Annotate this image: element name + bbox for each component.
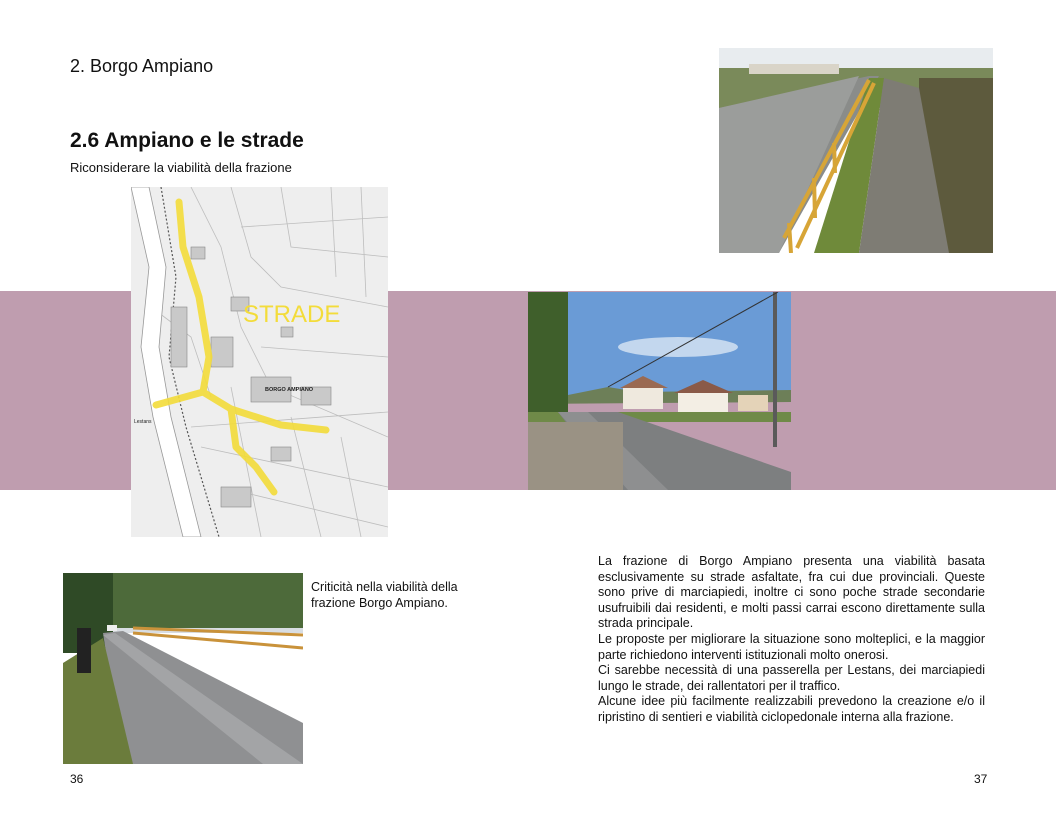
paragraph-4: Alcune idee più facilmente realizzabili prevedono la creazione e/o il ripristino di sentieri e viabilità ciclopedonale interna alla frazione. (598, 694, 985, 724)
page-number-left: 36 (70, 772, 84, 786)
page-subheading: Riconsiderare la viabilità della frazione (70, 160, 292, 175)
figure-caption: Criticità nella viabilità della frazione Borgo Ampiano. (311, 580, 458, 610)
bridge-road-photo (63, 573, 303, 764)
paragraph-1: La frazione di Borgo Ampiano presenta una viabilità basata esclusivamente su strade asfaltate, fra cui due provinciali. Queste sono prive di marciapiedi, inoltre ci sono poche strade secondarie usufruibili dai residenti, e molti passi carrai escono direttamente sulla strada principale. (598, 554, 985, 631)
map-label-borgo: BORGO AMPIANO (265, 387, 314, 393)
page-heading: 2.6 Ampiano e le strade (70, 129, 304, 152)
paragraph-2: Le proposte per migliorare la situazione sono molteplici, e la maggior parte richiedono interventi istituzionali molto onerosi. (598, 631, 985, 662)
map-label-strade: STRADE (243, 301, 341, 328)
map-label-lestans: Lestans (134, 419, 152, 425)
road-map-figure (131, 187, 388, 537)
page-number-right: 37 (974, 772, 988, 786)
body-text (598, 554, 985, 726)
road-guardrail-photo (719, 48, 993, 253)
road-houses-photo (528, 292, 791, 490)
paragraph-3: Ci sarebbe necessità di una passerella per Lestans, dei marciapiedi lungo le strade, dei rallentatori per il traffico. (598, 663, 985, 693)
section-title: 2. Borgo Ampiano (70, 56, 214, 76)
